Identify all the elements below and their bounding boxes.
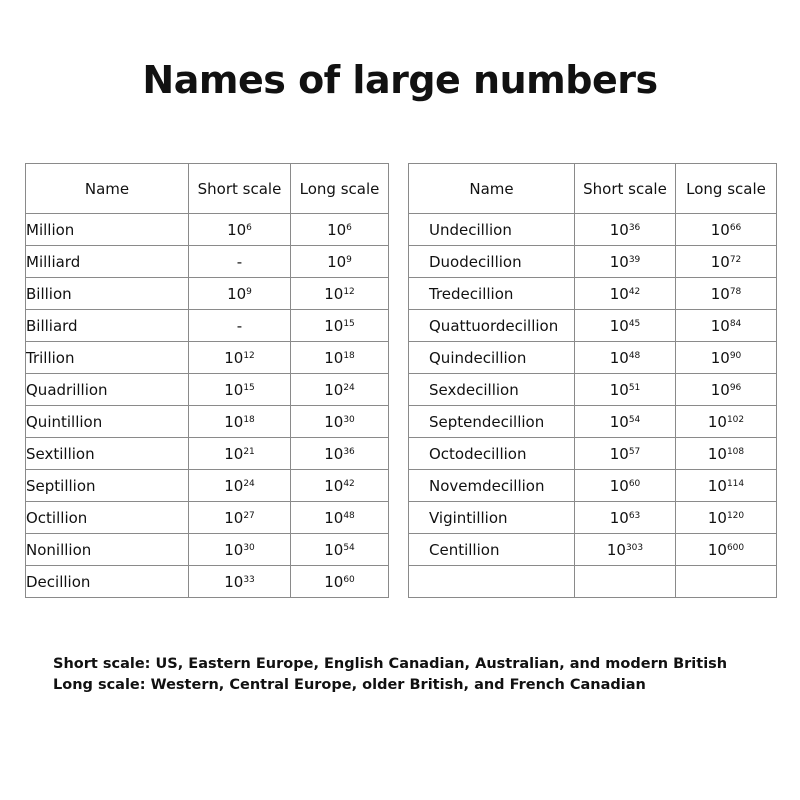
long-scale-note: Long scale: Western, Central Europe, older British, and French Canadian: [53, 677, 646, 693]
header-name: Name: [409, 164, 575, 214]
exponent: 57: [628, 446, 641, 457]
exponent: 303: [625, 542, 644, 553]
power-base: 10: [227, 220, 247, 239]
short-scale-cell: [575, 246, 676, 278]
header-short-scale: Short scale: [575, 164, 676, 214]
power-base: 10: [606, 540, 626, 559]
short-scale-cell: [575, 214, 676, 246]
long-scale-cell: [676, 566, 777, 598]
long-scale-cell: [676, 310, 777, 342]
table-row: [26, 374, 389, 406]
table-row: [26, 406, 389, 438]
power-base: 10: [710, 220, 730, 239]
exponent: 60: [628, 478, 641, 489]
exponent: 60: [343, 574, 355, 585]
long-scale-cell: [291, 310, 389, 342]
long-scale-cell: [291, 246, 389, 278]
long-scale-cell: [676, 278, 777, 310]
long-scale-cell: [291, 470, 389, 502]
power-base: 10: [609, 444, 629, 463]
number-name: Duodecillion: [409, 246, 575, 278]
power-base: 10: [324, 540, 344, 559]
number-name: Quintillion: [26, 406, 189, 438]
not-used-dash: -: [236, 316, 243, 335]
long-scale-cell: [676, 342, 777, 374]
number-name: Septendecillion: [409, 406, 575, 438]
number-name: Vigintillion: [409, 502, 575, 534]
number-name: Billiard: [26, 310, 189, 342]
power-base: 10: [327, 220, 347, 239]
power-base: 10: [324, 316, 344, 335]
scale-notes: [53, 654, 727, 696]
table-row: [26, 310, 389, 342]
power-base: 10: [710, 284, 730, 303]
short-scale-cell: [189, 566, 291, 598]
power-base: 10: [707, 444, 727, 463]
short-scale-cell: [189, 470, 291, 502]
table-row: [409, 534, 777, 566]
long-scale-cell: [676, 246, 777, 278]
number-name: Decillion: [26, 566, 189, 598]
table-row: [409, 406, 777, 438]
short-scale-cell: [575, 310, 676, 342]
short-scale-cell: [189, 310, 291, 342]
exponent: 42: [628, 286, 641, 297]
table-header-row: [26, 164, 389, 214]
number-name: Septillion: [26, 470, 189, 502]
table-row: [26, 246, 389, 278]
header-name: Name: [26, 164, 189, 214]
table-row: [409, 246, 777, 278]
exponent: 114: [726, 478, 745, 489]
power-base: 10: [224, 444, 244, 463]
long-scale-cell: [291, 214, 389, 246]
page-title: Names of large numbers: [142, 58, 658, 102]
exponent: 9: [246, 286, 252, 297]
exponent: 12: [343, 286, 355, 297]
long-scale-cell: [291, 566, 389, 598]
power-base: 10: [609, 412, 629, 431]
table-row: [26, 438, 389, 470]
table-body: [26, 214, 389, 598]
power-base: 10: [609, 316, 629, 335]
header-long-scale: Long scale: [291, 164, 389, 214]
power-base: 10: [224, 412, 244, 431]
exponent: 12: [243, 350, 255, 361]
table-row: [26, 214, 389, 246]
power-base: 10: [609, 476, 629, 495]
number-name: Quadrillion: [26, 374, 189, 406]
power-base: 10: [710, 348, 730, 367]
table-row: [409, 310, 777, 342]
long-scale-cell: [676, 438, 777, 470]
power-base: 10: [707, 476, 727, 495]
long-scale-cell: [291, 502, 389, 534]
exponent: 33: [243, 574, 255, 585]
exponent: 102: [726, 414, 745, 425]
long-scale-cell: [291, 342, 389, 374]
short-scale-cell: [189, 406, 291, 438]
exponent: 63: [628, 510, 641, 521]
large-numbers-table-right: [408, 163, 777, 598]
table-row: [26, 566, 389, 598]
long-scale-cell: [676, 214, 777, 246]
exponent: 30: [243, 542, 255, 553]
exponent: 18: [343, 350, 355, 361]
power-base: 10: [609, 220, 629, 239]
power-base: 10: [609, 284, 629, 303]
exponent: 36: [343, 446, 355, 457]
exponent: 27: [243, 510, 255, 521]
short-scale-cell: [575, 278, 676, 310]
short-scale-cell: [575, 342, 676, 374]
exponent: 15: [243, 382, 255, 393]
table-row: [26, 502, 389, 534]
number-name: Tredecillion: [409, 278, 575, 310]
power-base: 10: [224, 572, 244, 591]
exponent: 24: [243, 478, 255, 489]
power-base: 10: [324, 444, 344, 463]
table-row: [409, 470, 777, 502]
power-base: 10: [324, 476, 344, 495]
table-row: [409, 502, 777, 534]
table-row: [409, 278, 777, 310]
power-base: 10: [324, 572, 344, 591]
number-name: Trillion: [26, 342, 189, 374]
power-base: 10: [707, 508, 727, 527]
exponent: 84: [729, 318, 742, 329]
number-name: Centillion: [409, 534, 575, 566]
short-scale-cell: [189, 374, 291, 406]
table-row: [409, 438, 777, 470]
long-scale-cell: [291, 406, 389, 438]
exponent: 24: [343, 382, 355, 393]
short-scale-cell: [575, 534, 676, 566]
table-row: [409, 342, 777, 374]
long-scale-cell: [676, 374, 777, 406]
short-scale-cell: [575, 566, 676, 598]
power-base: 10: [710, 380, 730, 399]
long-scale-cell: [291, 438, 389, 470]
short-scale-cell: [575, 374, 676, 406]
power-base: 10: [324, 508, 344, 527]
exponent: 6: [346, 222, 352, 233]
number-name: Novemdecillion: [409, 470, 575, 502]
exponent: 54: [628, 414, 641, 425]
short-scale-cell: [189, 214, 291, 246]
exponent: 21: [243, 446, 255, 457]
table-row: [26, 534, 389, 566]
exponent: 15: [343, 318, 355, 329]
table-row: [409, 214, 777, 246]
table-row: [26, 278, 389, 310]
long-scale-cell: [676, 470, 777, 502]
power-base: 10: [710, 252, 730, 271]
header-short-scale: Short scale: [189, 164, 291, 214]
power-base: 10: [224, 540, 244, 559]
number-name: Sexdecillion: [409, 374, 575, 406]
number-name: [409, 566, 575, 598]
exponent: 78: [729, 286, 742, 297]
power-base: 10: [224, 380, 244, 399]
short-scale-cell: [189, 438, 291, 470]
power-base: 10: [707, 540, 727, 559]
exponent: 51: [628, 382, 641, 393]
power-base: 10: [227, 284, 247, 303]
power-base: 10: [224, 476, 244, 495]
exponent: 42: [343, 478, 355, 489]
power-base: 10: [609, 508, 629, 527]
long-scale-cell: [291, 278, 389, 310]
number-name: Sextillion: [26, 438, 189, 470]
exponent: 600: [726, 542, 745, 553]
large-numbers-table-left: [25, 163, 389, 598]
not-used-dash: -: [236, 252, 243, 271]
power-base: 10: [327, 252, 347, 271]
table-row: [409, 374, 777, 406]
short-scale-cell: [189, 502, 291, 534]
power-base: 10: [609, 380, 629, 399]
exponent: 72: [729, 254, 742, 265]
exponent: 36: [628, 222, 641, 233]
header-long-scale: Long scale: [676, 164, 777, 214]
exponent: 108: [726, 446, 745, 457]
short-scale-cell: [575, 406, 676, 438]
number-name: Undecillion: [409, 214, 575, 246]
power-base: 10: [710, 316, 730, 335]
short-scale-cell: [189, 342, 291, 374]
short-scale-cell: [189, 278, 291, 310]
number-name: Quattuordecillion: [409, 310, 575, 342]
power-base: 10: [609, 252, 629, 271]
exponent: 30: [343, 414, 355, 425]
exponent: 9: [346, 254, 352, 265]
exponent: 48: [628, 350, 641, 361]
power-base: 10: [324, 412, 344, 431]
short-scale-cell: [189, 534, 291, 566]
power-base: 10: [224, 508, 244, 527]
power-base: 10: [324, 348, 344, 367]
exponent: 6: [246, 222, 252, 233]
long-scale-cell: [676, 502, 777, 534]
number-name: Million: [26, 214, 189, 246]
number-name: Nonillion: [26, 534, 189, 566]
number-name: Milliard: [26, 246, 189, 278]
power-base: 10: [324, 380, 344, 399]
number-name: Octillion: [26, 502, 189, 534]
exponent: 39: [628, 254, 641, 265]
number-name: Billion: [26, 278, 189, 310]
short-scale-cell: [575, 470, 676, 502]
table-row: [409, 566, 777, 598]
power-base: 10: [224, 348, 244, 367]
short-scale-cell: [189, 246, 291, 278]
exponent: 66: [729, 222, 742, 233]
short-scale-note: Short scale: US, Eastern Europe, English Canadian, Australian, and modern British: [53, 656, 728, 672]
number-name: Quindecillion: [409, 342, 575, 374]
long-scale-cell: [676, 406, 777, 438]
exponent: 90: [729, 350, 742, 361]
short-scale-cell: [575, 438, 676, 470]
short-scale-cell: [575, 502, 676, 534]
exponent: 18: [243, 414, 255, 425]
exponent: 54: [343, 542, 355, 553]
exponent: 120: [726, 510, 745, 521]
exponent: 96: [729, 382, 742, 393]
number-name: Octodecillion: [409, 438, 575, 470]
table-header-row: [409, 164, 777, 214]
long-scale-cell: [291, 374, 389, 406]
table-body: [409, 214, 777, 598]
long-scale-cell: [291, 534, 389, 566]
power-base: 10: [609, 348, 629, 367]
exponent: 45: [628, 318, 641, 329]
table-row: [26, 470, 389, 502]
exponent: 48: [343, 510, 355, 521]
long-scale-cell: [676, 534, 777, 566]
power-base: 10: [707, 412, 727, 431]
power-base: 10: [324, 284, 344, 303]
table-row: [26, 342, 389, 374]
